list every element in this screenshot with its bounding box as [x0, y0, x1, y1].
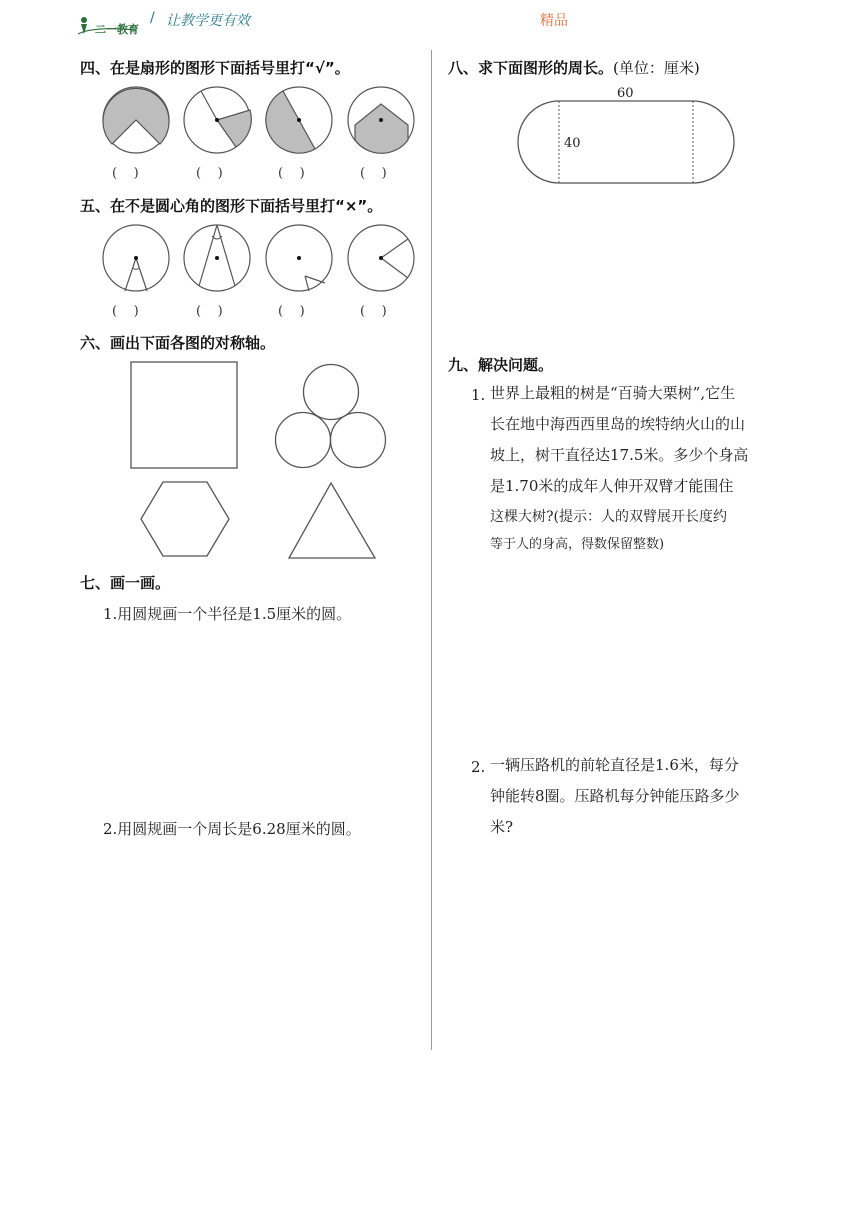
section9-q1-line: 坡上，树干直径达17.5米。多少个身高 [490, 446, 749, 464]
section4-figures [95, 82, 425, 162]
angle-figure-2 [184, 225, 250, 291]
sector-figure-3 [266, 87, 332, 153]
section9-q1-text [490, 378, 790, 557]
section4-answer-3[interactable]: ( ) [278, 166, 305, 181]
sector-figure-1 [103, 87, 169, 153]
hexagon-figure [141, 482, 229, 556]
section8-title [448, 57, 700, 78]
angle-figure-3 [266, 225, 332, 291]
section5-answer-3[interactable]: ( ) [278, 304, 305, 319]
sector-figure-4 [348, 87, 414, 153]
section9-q1-line: 世界上最粗的树是“百骑大栗树”,它生 [490, 384, 736, 402]
section6-figures [125, 358, 395, 563]
section9-q1-line: 这棵大树?(提示：人的双臂展开长度约 [490, 509, 727, 525]
section8-unit: (单位：厘米) [613, 59, 700, 77]
section5-answer-4[interactable]: ( ) [360, 304, 387, 319]
section4-answer-4[interactable]: ( ) [360, 166, 387, 181]
section4-title: 四、在是扇形的图形下面括号里打“√”。 [80, 59, 350, 77]
section7-q1: 1.用圆规画一个半径是1.5厘米的圆。 [103, 605, 352, 623]
square-figure [131, 362, 237, 468]
section9-q1-number: 1. [471, 386, 486, 404]
section5-figures [95, 220, 425, 300]
logo-text: 二一教育 [95, 23, 139, 36]
sector-figure-2 [184, 87, 251, 153]
section8-figure [515, 80, 740, 190]
section9-q2-line: 钟能转8圈。压路机每分钟能压路多少 [490, 787, 740, 805]
section9-q1-line: 是1.70米的成年人伸开双臂才能围住 [490, 477, 734, 495]
section8-title-text: 八、求下面图形的周长。 [448, 59, 614, 77]
header-divider: / [150, 10, 155, 26]
header-slogan: 让教学更有效 [166, 13, 250, 29]
three-circles-figure [276, 365, 386, 468]
section9-q2-number: 2. [471, 758, 486, 776]
triangle-figure [289, 483, 375, 558]
section5-answer-1[interactable]: ( ) [112, 304, 139, 319]
section9-title: 九、解决问题。 [448, 356, 554, 374]
header-badge: 精品 [540, 13, 568, 29]
section7-q2: 2.用圆规画一个周长是6.28厘米的圆。 [103, 820, 361, 838]
section8-label-side: 40 [564, 136, 581, 151]
section6-title: 六、画出下面各图的对称轴。 [80, 334, 276, 352]
angle-figure-1 [103, 225, 169, 291]
section4-answer-1[interactable]: ( ) [112, 166, 139, 181]
section5-title: 五、在不是圆心角的图形下面括号里打“×”。 [80, 197, 383, 215]
section9-q2-line: 米? [490, 818, 514, 836]
section8-label-top: 60 [617, 86, 634, 101]
section7-title: 七、画一画。 [80, 574, 171, 592]
section9-q2-line: 一辆压路机的前轮直径是1.6米，每分 [490, 756, 739, 774]
angle-figure-4 [348, 225, 414, 291]
column-divider [431, 50, 432, 1050]
section9-q2-text [490, 750, 790, 843]
section9-q1-line: 等于人的身高，得数保留整数) [490, 537, 665, 552]
section4-answer-2[interactable]: ( ) [196, 166, 223, 181]
section9-q1-line: 长在地中海西西里岛的埃特纳火山的山 [490, 415, 746, 433]
section5-answer-2[interactable]: ( ) [196, 304, 223, 319]
